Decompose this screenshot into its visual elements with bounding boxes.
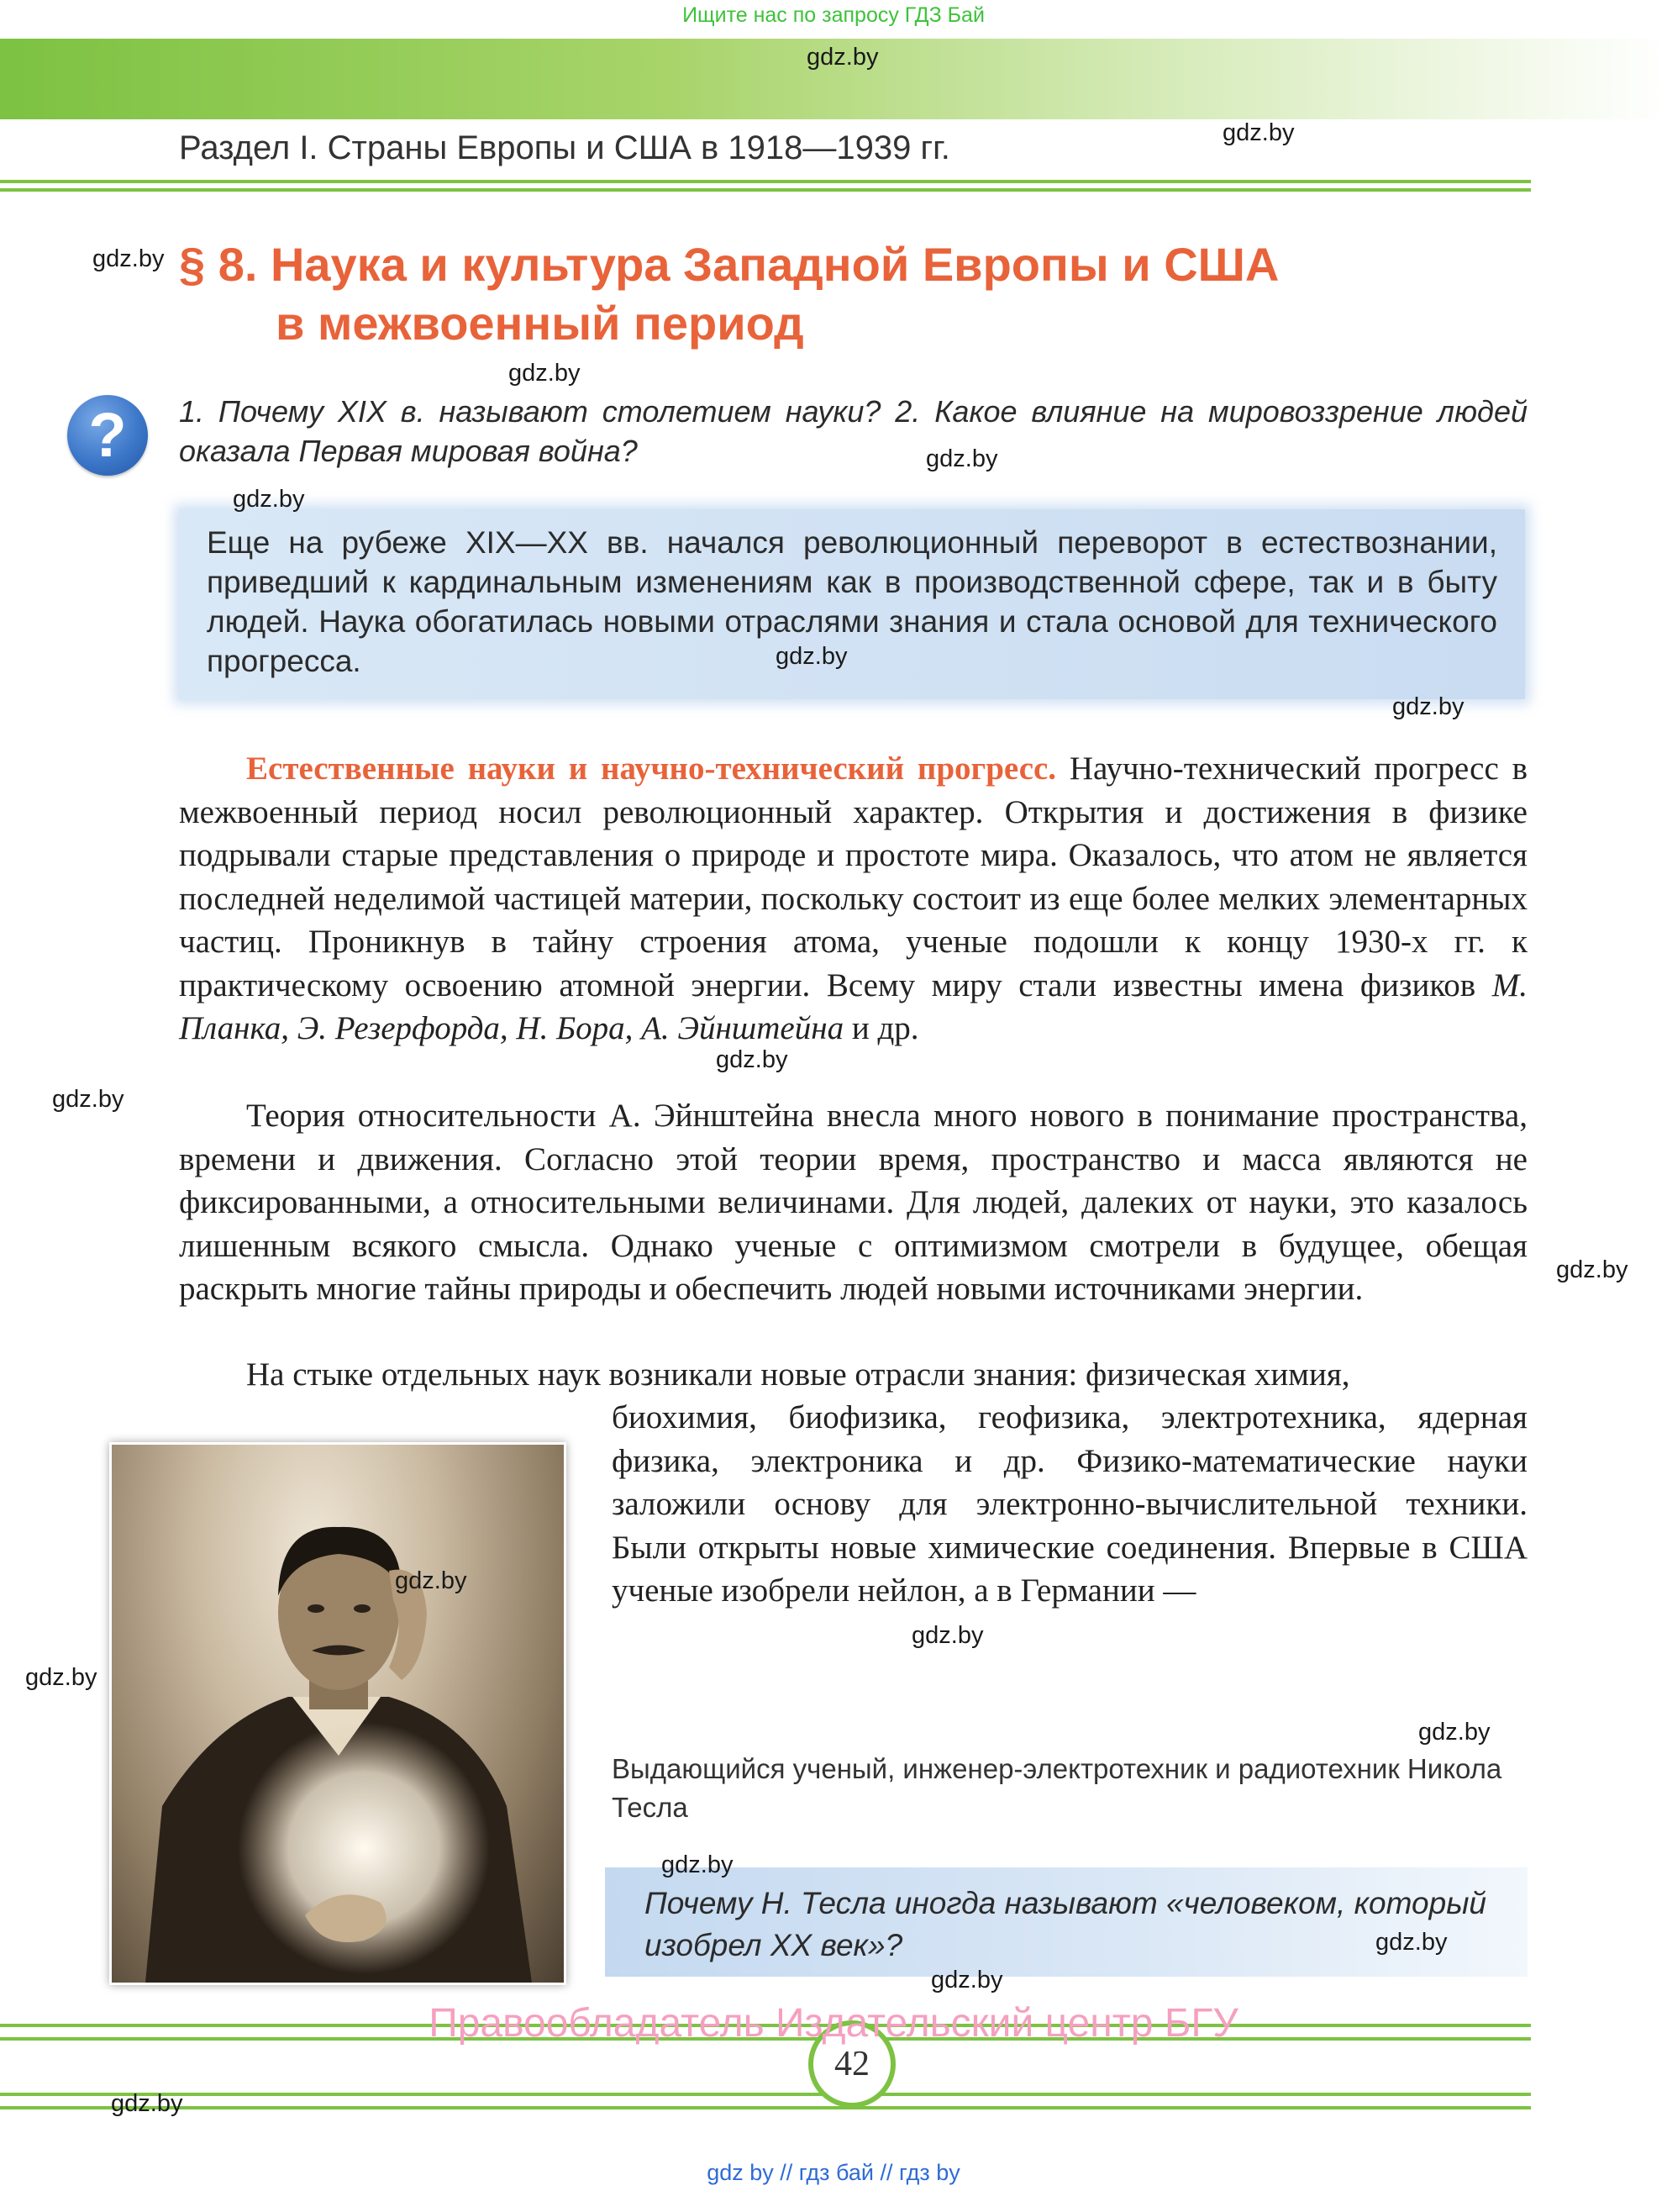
paragraph-1 [179, 747, 1528, 1051]
watermark: gdz.by [1223, 119, 1295, 146]
paragraph-1-text: Научно-технический прогресс в межвоенный период носил революционный характер. Открытия и достижения в физике подрывали старые представления о природе и простоте мира. Оказалось, что атом не является последней неделимой частицей материи, поскольку состоит из еще более мелких элементарных частиц. Проникнув в тайну строения атома, ученые подошли к концу 1930-х гг. к практическому освоению атомной энергии. Всему миру стали известны имена физиков [179, 750, 1528, 1003]
title-line-1: § 8. Наука и культура Западной Европы и США [179, 238, 1280, 291]
watermark: gdz.by [1418, 1719, 1491, 1746]
footer-rule-4 [0, 2106, 1531, 2109]
page-title [179, 235, 1279, 353]
physicist-names: М. Планка, Э. Резерфорда, Н. Бора, А. Эйнштейна [179, 966, 1528, 1046]
paragraph-1-end: и др. [844, 1010, 919, 1046]
watermark: gdz.by [52, 1086, 124, 1113]
section-header: Раздел I. Страны Европы и США в 1918—1939 гг. [179, 129, 950, 166]
paragraph-heading: Естественные науки и научно-технический прогресс. [246, 750, 1057, 787]
watermark: gdz.by [807, 44, 879, 71]
watermark: gdz.by [92, 245, 165, 272]
header-rule-top [0, 180, 1531, 183]
watermark: gdz.by [111, 2090, 183, 2117]
top-search-note: Ищите нас по запросу ГДЗ Бай [682, 3, 985, 27]
watermark: gdz.by [395, 1567, 467, 1594]
review-questions: 1. Почему XIX в. называют столетием науки? 2. Какое влияние на мировоззрение людей оказала Первая мировая война? [179, 394, 1528, 468]
watermark: gdz.by [661, 1851, 734, 1878]
paragraph-3-line-1: На стыке отдельных наук возникали новые отрасли знания: физическая химия, [246, 1356, 1350, 1393]
footer-rule-3 [0, 2093, 1531, 2096]
watermark: gdz.by [508, 360, 581, 387]
tesla-portrait-drawing [112, 1445, 564, 1983]
tesla-portrait-image [109, 1442, 566, 1985]
watermark: gdz.by [1375, 1929, 1448, 1956]
watermark: gdz.by [1392, 693, 1465, 720]
intro-text: Еще на рубеже XIX—XX вв. начался революционный переворот в естествознании, приведший к кардинальным изменениям как в производственной сфере, так и в быту людей. Наука обогатилась новыми отраслями знания и стала основой для технического прогресса. [207, 525, 1497, 678]
watermark: gdz.by [912, 1622, 984, 1649]
question-mark-icon: ? [67, 395, 148, 476]
watermark: gdz.by [233, 486, 305, 513]
bottom-links[interactable]: gdz by // гдз бай // гдз by [707, 2160, 960, 2185]
watermark: gdz.by [25, 1664, 97, 1691]
watermark: gdz.by [716, 1046, 788, 1073]
watermark: gdz.by [931, 1967, 1003, 1993]
title-line-2: в межвоенный период [276, 297, 804, 350]
copyright-notice: Правообладатель Издательский центр БГУ [429, 2001, 1238, 2046]
header-rule-bottom [0, 188, 1531, 192]
watermark: gdz.by [926, 445, 998, 472]
watermark: gdz.by [1556, 1256, 1628, 1283]
paragraph-2: Теория относительности А. Эйнштейна внесла много нового в понимание пространства, времени и движения. Согласно этой теории время, пространство и масса являются не фиксированными, а относительными величинами. Для людей, далеких от науки, это казалось лишенным всякого смысла. Однако ученые с оптимизмом смотрели в будущее, обещая раскрыть многие тайны природы и обеспечить людей новыми источниками энергии. [179, 1098, 1528, 1307]
figure-caption: Выдающийся ученый, инженер-электротехник и радиотехник Никола Тесла [612, 1753, 1502, 1823]
page-number: 42 [808, 2020, 896, 2108]
paragraph-3-rest: биохимия, биофизика, геофизика, электротехника, ядерная физика, электроника и др. Физико-математические науки заложили основу для электронно-вычислительной техники. Были открыты новые химические соединения. Впервые в США ученые изобрели нейлон, а в Германии — [612, 1399, 1528, 1609]
figure-question: Почему Н. Тесла иногда называют «человеком, который изобрел XX век»? [644, 1886, 1486, 1962]
watermark: gdz.by [776, 643, 848, 670]
